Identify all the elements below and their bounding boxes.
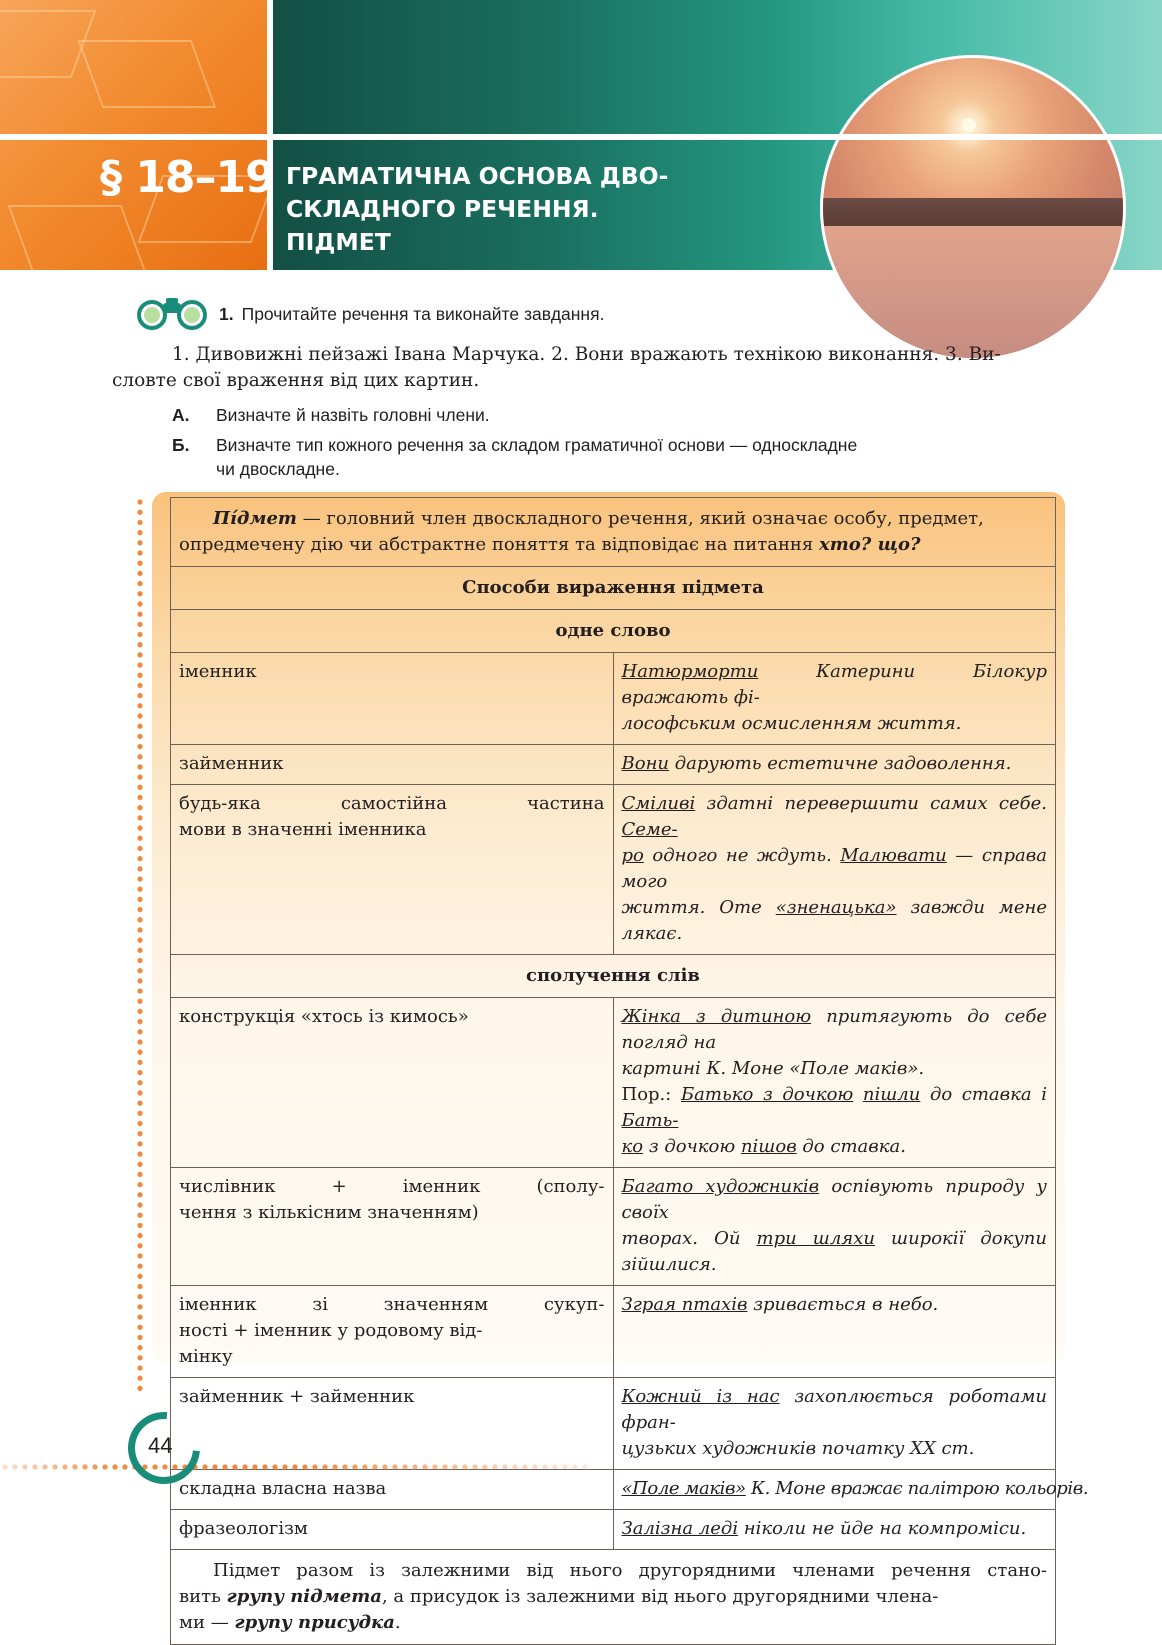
example-cell [613,1286,1056,1378]
page-title [286,160,756,259]
example-text: цузьких художників початку XX ст. [621,1438,975,1459]
subject-word: Кожний із нас [621,1386,780,1407]
table-heading: Способи вираження підмета [171,567,1056,610]
example-cell [613,1470,1089,1510]
subject-word: Залізна леді [621,1518,739,1539]
summary-cell [171,1550,1056,1645]
table-row [171,1168,1056,1286]
hexagon-decoration [78,40,217,108]
title-line: ПІДМЕТ [286,228,391,256]
means-cell: складна власна назва [171,1470,614,1510]
example-cell [613,1378,1056,1470]
summary-row [171,1550,1056,1645]
example-text: К. Моне вражає палітрою кольорів. [745,1478,1089,1499]
group-heading-row [171,610,1056,653]
means-text: числівник + іменник (сполу- [179,1176,605,1197]
example-text: лософським осмисленням життя. [621,713,962,734]
example-text: захоплюється роботами фран- [621,1386,1047,1433]
exercise-text-line: словте свої враження від цих картин. [112,370,480,391]
example-cell [613,653,1056,745]
summary-text: Підмет разом із залежними від нього другорядними членами речення стано- [213,1560,1047,1581]
subject-word: Вони [621,753,670,774]
means-text: мови в значенні іменника [179,819,427,840]
subject-word: ко [621,1136,644,1157]
page-number: 44 [148,1433,173,1458]
example-text: широкії докупи зійшлися. [621,1228,1047,1275]
question-words: хто? що? [819,534,921,555]
example-text: картині К. Моне «Поле маків». [621,1058,925,1079]
summary-text: , а присудок із залежними від нього другорядними члена- [381,1586,939,1607]
subject-word: «зненацька» [775,897,897,918]
table-row [171,998,1056,1168]
example-cell [613,998,1056,1168]
means-text: іменник зі значенням сукуп- [179,1294,605,1315]
example-cell [613,1168,1056,1286]
subject-word: Багато художників [621,1176,820,1197]
example-text [853,1084,863,1105]
example-text: до ставка. [796,1136,906,1157]
example-text: завжди мене лякає. [621,897,1047,944]
dotted-margin-line [136,497,144,1395]
means-cell: конструкція «хтось із кимось» [171,998,614,1168]
definition-cell [171,498,1056,567]
subject-word: Сміливі [621,793,696,814]
definition-text: — головний член двоскладного речення, який означає особу, предмет, [296,508,984,529]
summary-text: . [394,1612,401,1633]
hexagon-decoration [8,205,147,270]
group-heading: одне слово [171,610,1056,653]
task-text [216,433,1006,481]
task-letter: Б. [172,435,190,455]
subject-group-term: групу підмета [226,1586,382,1607]
table-heading-row [171,567,1056,610]
group-heading: сполучення слів [171,955,1056,998]
means-cell [171,1168,614,1286]
definition-row [171,498,1056,567]
subject-word: «Поле маків» [621,1478,746,1499]
example-text: ніколи не йде на компроміси. [738,1518,1027,1539]
example-cell [613,785,1056,955]
subject-word: Семе- [621,819,678,840]
definition-text: опредмечену дію чи абстрактне поняття та відповідає на питання [179,534,820,555]
example-text: до ставка і [920,1084,1047,1105]
summary-text: вить [179,1586,227,1607]
table-row [171,785,1056,955]
example-text: оспівують природу у своїх [621,1176,1047,1223]
means-cell: фразеологізм [171,1510,614,1550]
task-letter: А. [172,405,190,425]
example-text: з дочкою [643,1136,741,1157]
title-line: ГРАМАТИЧНА ОСНОВА ДВО- [286,162,669,190]
exercise-text-line: 1. Дивовижні пейзажі Івана Марчука. 2. Вони вражають технікою виконання. 3. Ви- [172,344,1001,365]
subject-word: три шляхи [756,1228,875,1249]
sunset-landscape-image [820,55,1126,361]
subject-word: ро [621,845,644,866]
table-row [171,1470,1056,1510]
group-heading-row [171,955,1056,998]
exercise-text [112,342,1068,394]
subject-word: Жінка з дитиною [621,1006,812,1027]
summary-text: ми — [179,1612,235,1633]
example-text: притягують до себе погляд на [621,1006,1047,1053]
section-number: § 18–19 [100,152,275,203]
predicate-word: пішли [862,1084,921,1105]
example-cell [613,745,1056,785]
means-text: будь-яка самостійна частина [179,793,605,814]
predicate-group-term: групу присудка [234,1612,395,1633]
table-row [171,653,1056,745]
example-text: — справа мого [621,845,1047,892]
table-row [171,1378,1056,1470]
table-row [171,1286,1056,1378]
example-text: дарують естетичне задоволення. [669,753,1012,774]
example-text: одного не ждуть. [643,845,841,866]
task-text-line: чи двоскладне. [216,459,340,479]
predicate-word: пішов [740,1136,797,1157]
subject-word: Зграя птахів [621,1294,748,1315]
means-cell: займенник [171,745,614,785]
means-cell [171,785,614,955]
title-line: СКЛАДНОГО РЕЧЕННЯ. [286,195,599,223]
exercise-instruction [219,304,604,325]
binoculars-icon [134,295,210,331]
task-text-line: Визначте тип кожного речення за складом граматичної основи — односкладне [216,435,858,455]
definition-line [179,506,1047,532]
subject-word: Бать- [621,1110,679,1131]
subject-word: Малювати [840,845,947,866]
example-text: Катерини Білокур вражають фі- [621,661,1047,708]
means-text: ності + іменник у родовому від- [179,1320,483,1341]
example-text: зривається в небо. [747,1294,939,1315]
header-divider [0,134,1162,140]
means-cell: іменник [171,653,614,745]
compare-label: Пор.: [621,1084,681,1105]
subject-word: Натюрморти [621,661,759,682]
means-text: мінку [179,1346,233,1367]
means-cell [171,1286,614,1378]
subject-rule-table [170,497,1089,1645]
means-text: чення з кількісним значенням) [179,1202,479,1223]
dotted-footer-line [0,1462,590,1472]
example-text: творах. Ой [621,1228,757,1249]
term: Пі́дмет [213,508,297,529]
exercise-number: 1. [219,304,234,324]
example-text: життя. Оте [621,897,776,918]
subject-word: Батько з дочкою [680,1084,854,1105]
means-cell: займенник + займенник [171,1378,614,1470]
task-text: Визначте й назвіть головні члени. [216,405,490,425]
exercise-instruction-text: Прочитайте речення та виконайте завдання. [241,304,605,324]
example-text: здатні перевершити самих себе. [695,793,1047,814]
table-row [171,745,1056,785]
